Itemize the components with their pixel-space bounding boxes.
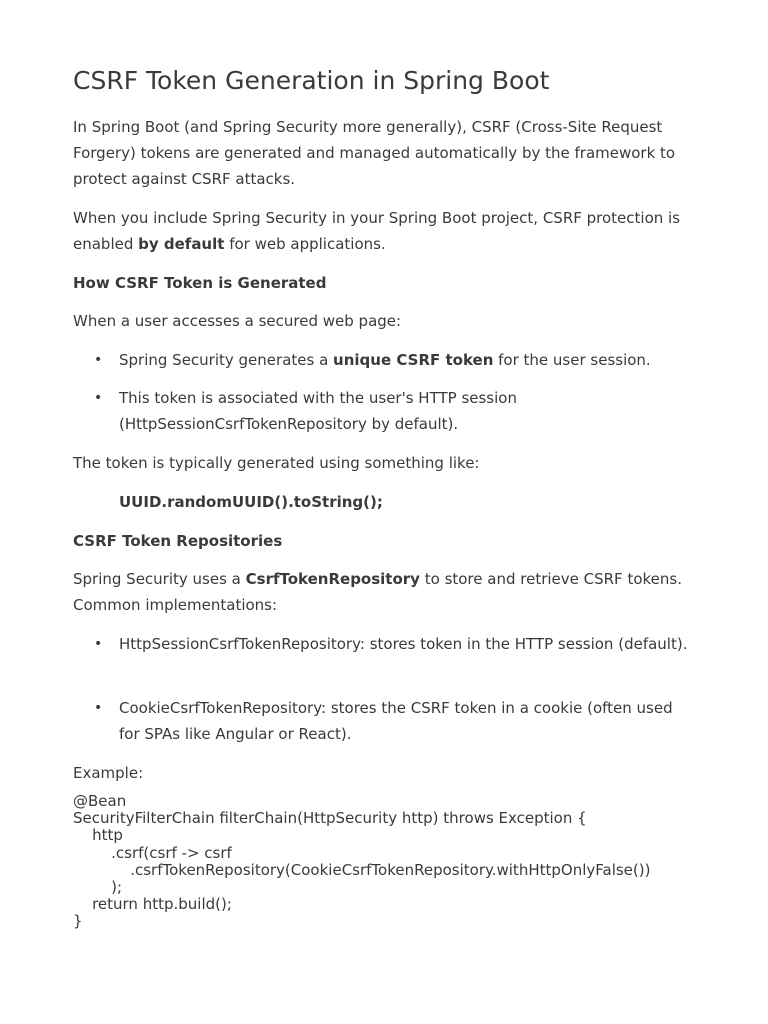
by-default-emphasis: by default bbox=[138, 235, 225, 253]
bullet-icon: • bbox=[94, 700, 103, 716]
list-item-text: This token is associated with the user's HTTP session (HttpSessionCsrfTokenRepository by default). bbox=[119, 389, 517, 433]
page-title: CSRF Token Generation in Spring Boot bbox=[73, 66, 550, 95]
list-item-text bbox=[119, 347, 689, 373]
csrf-default-paragraph bbox=[73, 205, 688, 257]
list-item-text-end: for the user session. bbox=[493, 351, 651, 369]
csrf-default-text-end: for web applications. bbox=[224, 235, 386, 253]
list-item-text-start: Spring Security generates a bbox=[119, 351, 334, 369]
repositories-lead-end: to store and retrieve CSRF tokens. Common implementations: bbox=[73, 570, 682, 614]
repositories-lead-start: Spring Security uses a bbox=[73, 570, 246, 588]
csrf-default-text-start: When you include Spring Security in your Spring Boot project, CSRF protection is enabled bbox=[73, 209, 681, 253]
csrf-token-repository-emphasis: CsrfTokenRepository bbox=[245, 570, 420, 588]
intro-paragraph: In Spring Boot (and Spring Security more generally), CSRF (Cross-Site Request Forgery) tokens are generated and managed automatically by the framework to protect against CSRF attacks. bbox=[73, 118, 676, 188]
section-heading-repositories: CSRF Token Repositories bbox=[73, 532, 283, 550]
unique-token-emphasis: unique CSRF token bbox=[333, 351, 494, 369]
section-heading-generation: How CSRF Token is Generated bbox=[73, 274, 327, 292]
list-item-text: HttpSessionCsrfTokenRepository: stores token in the HTTP session (default). bbox=[119, 635, 688, 653]
bullet-icon: • bbox=[94, 636, 103, 652]
uuid-code-snippet: UUID.randomUUID().toString(); bbox=[119, 493, 383, 511]
example-label: Example: bbox=[73, 764, 144, 782]
bullet-icon: • bbox=[94, 352, 103, 368]
bullet-icon: • bbox=[94, 390, 103, 406]
example-code-block: @Bean SecurityFilterChain filterChain(HttpSecurity http) throws Exception { http .csrf(csrf -> csrf .csrfTokenRepository(CookieCsrfTokenRepository.withHttpOnlyFalse()) ); return http.build(); } bbox=[73, 792, 651, 931]
typically-paragraph: The token is typically generated using something like: bbox=[73, 454, 480, 472]
list-item-text: CookieCsrfTokenRepository: stores the CSRF token in a cookie (often used for SPAs like Angular or React). bbox=[119, 699, 673, 743]
repositories-lead bbox=[73, 566, 688, 618]
generation-lead: When a user accesses a secured web page: bbox=[73, 312, 402, 330]
